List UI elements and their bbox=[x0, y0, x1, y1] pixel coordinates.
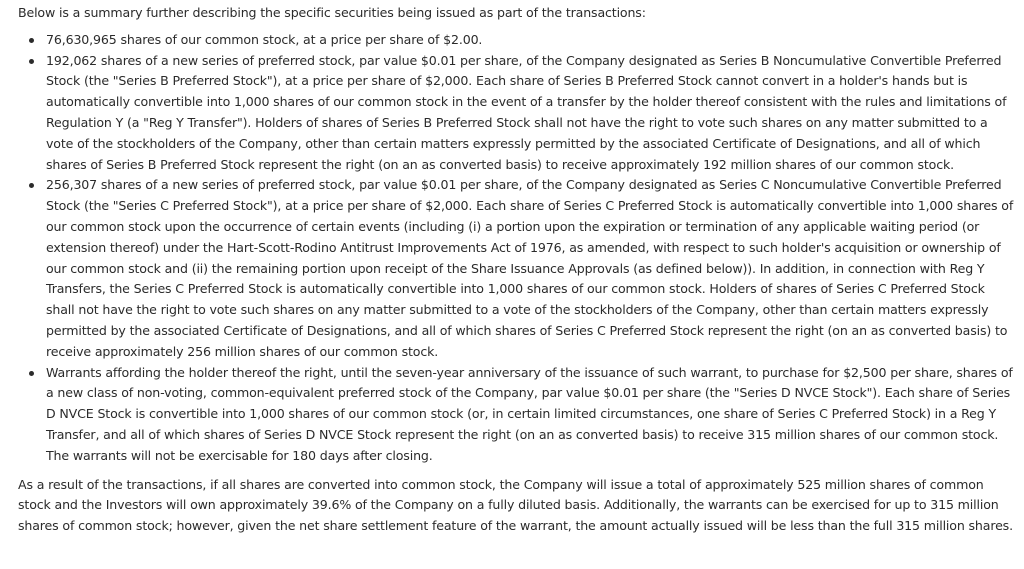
bullet-dot-icon bbox=[29, 38, 34, 43]
conclusion-paragraph: As a result of the transactions, if all shares are converted into common stock, the Company will issue a total of approximately 525 million shares of common stock and the Investors will own approximately 39.6% of the Company on a fully diluted basis. Additionally, the warrants can be exercised for up to 315 million shares of common stock; however, given the net share settlement feature of the warrant, the amount actually issued will be less than the full 315 million shares. bbox=[18, 476, 1013, 534]
list-item bbox=[46, 175, 1014, 362]
list-item bbox=[46, 51, 1014, 176]
list-item bbox=[46, 30, 1014, 51]
bullet-dot-icon bbox=[29, 59, 34, 64]
list-item-text: 256,307 shares of a new series of preferred stock, par value $0.01 per share, of the Company designated as Series C Noncumulative Convertible Preferred Stock (the "Series C Preferred Stock"), at a price per share of $2,000. Each share of Series C Preferred Stock is automatically convertible into 1,000 shares of our common stock upon the occurrence of certain events (including (i) a portion upon the expiration or termination of any applicable waiting period (or extension thereof) under the Hart-Scott-Rodino Antitrust Improvements Act of 1976, as amended, with respect to such holder's acquisition or ownership of our common stock and (ii) the remaining portion upon receipt of the Share Issuance Approvals (as defined below)). In addition, in connection with Reg Y Transfers, the Series C Preferred Stock is automatically convertible into 1,000 shares of our common stock. Holders of shares of Series C Preferred Stock shall not have the right to vote such shares on any matter submitted to a vote of the stockholders of the Company, other than certain matters expressly permitted by the associated Certificate of Designations, and all of which shares of Series C Preferred Stock represent the right (on an as converted basis) to receive approximately 256 million shares of our common stock. bbox=[46, 177, 1014, 359]
bullet-dot-icon bbox=[29, 371, 34, 376]
intro-paragraph: Below is a summary further describing the specific securities being issued as part of the transactions: bbox=[18, 5, 646, 20]
list-item-text: Warrants affording the holder thereof the right, until the seven-year anniversary of the issuance of such warrant, to purchase for $2,500 per share, shares of a new class of non-voting, common-equivalent preferred stock of the Company, par value $0.01 per share (the "Series D NVCE Stock"). Each share of Series D NVCE Stock is convertible into 1,000 shares of our common stock (or, in certain limited circumstances, one share of Series C Preferred Stock) in a Reg Y Transfer, and all of which shares of Series D NVCE Stock represent the right (on an as converted basis) to receive 315 million shares of our common stock. The warrants will not be exercisable for 180 days after closing. bbox=[46, 364, 1013, 463]
list-item-text: 192,062 shares of a new series of preferred stock, par value $0.01 per share, of the Company designated as Series B Noncumulative Convertible Preferred Stock (the "Series B Preferred Stock"), at a price per share of $2,000. Each share of Series B Preferred Stock cannot convert in a holder's hands but is automatically convertible into 1,000 shares of our common stock in the event of a transfer by the holder thereof consistent with the rules and limitations of Regulation Y (a "Reg Y Transfer"). Holders of shares of Series B Preferred Stock shall not have the right to vote such shares on any matter submitted to a vote of the stockholders of the Company, other than certain matters expressly permitted by the associated Certificate of Designations, and all of which shares of Series B Preferred Stock represent the right (on an as converted basis) to receive approximately 192 million shares of our common stock. bbox=[46, 52, 1007, 172]
document-body bbox=[18, 3, 1014, 537]
list-item-text: 76,630,965 shares of our common stock, at a price per share of $2.00. bbox=[46, 31, 483, 47]
securities-list bbox=[18, 30, 1014, 467]
bullet-dot-icon bbox=[29, 183, 34, 188]
list-item bbox=[46, 363, 1014, 467]
